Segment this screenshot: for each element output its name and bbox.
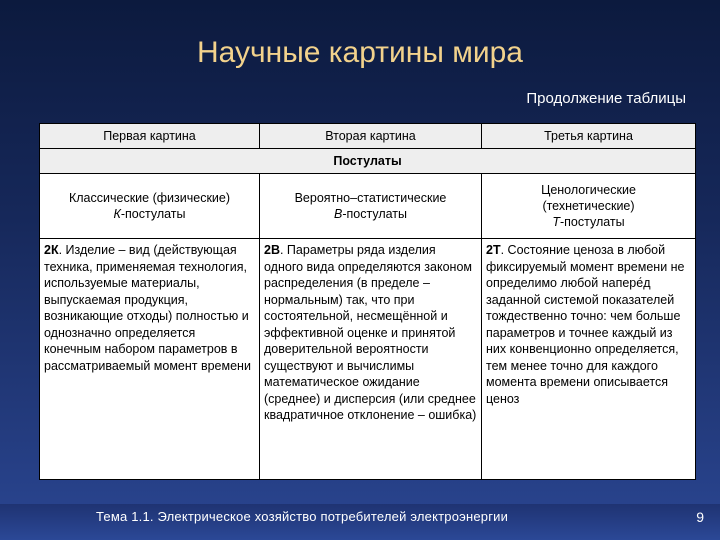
postulate-cell <box>40 239 260 480</box>
section-title: Постулаты <box>40 149 696 174</box>
subheader-suffix: -постулаты <box>559 215 625 229</box>
header-cell: Вторая картина <box>260 124 482 149</box>
slide-subtitle: Продолжение таблицы <box>526 90 686 107</box>
postulate-code: 2Т <box>486 243 501 257</box>
header-cell: Первая картина <box>40 124 260 149</box>
footer-text: Тема 1.1. Электрическое хозяйство потребителей электроэнергии <box>96 509 509 524</box>
subheader-line: (технетические) <box>542 199 635 213</box>
header-cell: Третья картина <box>482 124 696 149</box>
section-row <box>40 149 696 174</box>
subheader-code: К <box>113 207 121 221</box>
subheader-cell <box>40 174 260 239</box>
postulate-text: . Изделие – вид (действующая техника, применяемая технология, используемые материалы, выпускаемая продукция, возникающие отходы) полностью и однозначно определяется конечным набором параметров в рассматриваемый момент времени <box>44 243 251 373</box>
subheader-code: Т <box>552 215 560 229</box>
postulate-text: . Состояние ценоза в любой фиксируемый момент времени не определимо любой напере́д заданной системой показателей тождественно точно: чем больше параметров и точнее каждый из них конвенционно определяется, тем менее точно для каждого момента времени описывается ценоз <box>486 243 685 406</box>
page-number: 9 <box>696 509 704 525</box>
subheader-line: Классические (физические) <box>68 191 231 205</box>
subheader-code-line <box>482 214 695 230</box>
postulates-table <box>39 123 696 480</box>
subheader-line: Ценологические <box>541 183 636 197</box>
postulate-cell <box>482 239 696 480</box>
subheader-cell <box>260 174 482 239</box>
subheader-code-line <box>40 206 259 222</box>
subheader-cell <box>482 174 696 239</box>
postulate-code: 2К <box>44 243 59 257</box>
subheader-suffix: -постулаты <box>120 207 186 221</box>
slide-title: Научные картины мира <box>196 36 523 69</box>
subheader-code: В <box>334 207 343 221</box>
postulate-text: . Параметры ряда изделия одного вида определяются законом распределения (в пределе – нормальным) так, что при состоятельной, несмещённой и эффективной оценке и принятой доверительной вероятности существуют и вычислимы математическое ожидание (среднее) и дисперсия (или среднее квадратичное отклонение – ошибка) <box>264 243 477 422</box>
postulate-code: 2В <box>264 243 280 257</box>
subheader-row <box>40 174 696 239</box>
header-row <box>40 124 696 149</box>
subheader-suffix: -постулаты <box>342 207 407 221</box>
postulate-cell <box>260 239 482 480</box>
postulate-row <box>40 239 696 480</box>
subheader-line: Вероятно–статистические <box>294 191 447 205</box>
subheader-code-line <box>260 206 481 222</box>
